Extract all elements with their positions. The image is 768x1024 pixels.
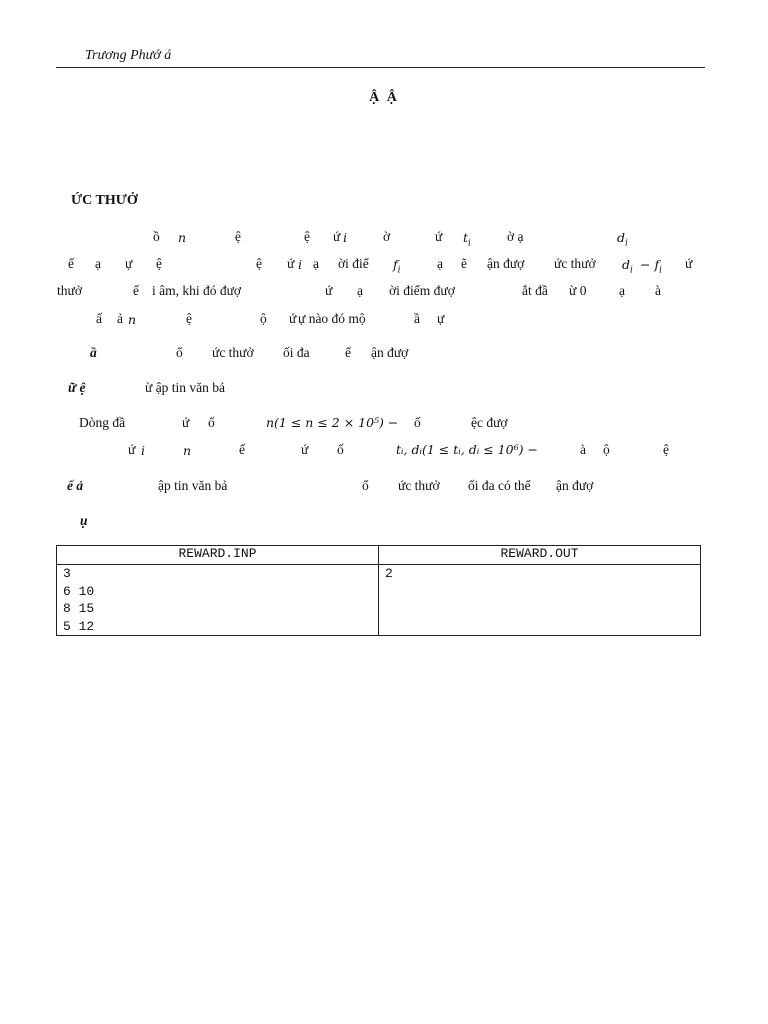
text-fragment: ố (208, 415, 215, 430)
text-fragment: ừ 0 (569, 283, 587, 298)
page-header-author: Trương Phướ á (85, 48, 172, 63)
text-fragment: ố (414, 415, 421, 430)
sample-input-line: 8 15 (63, 601, 95, 616)
text-fragment: ận đượ (487, 256, 525, 271)
sample-io-table (56, 545, 701, 636)
text-fragment: ứ (435, 229, 443, 244)
sample-output-line: 2 (385, 566, 393, 581)
text-fragment: Dòng đầ (79, 415, 126, 430)
text-fragment: ờ ạ (507, 229, 524, 244)
text-fragment: ế (239, 442, 245, 457)
text-fragment: ức thưở (212, 345, 254, 360)
text-fragment: ờ (383, 229, 391, 244)
text-fragment: ứ (128, 442, 136, 457)
input-file-header: REWARD.INP (57, 546, 379, 565)
text-fragment: i âm, khi đó đượ (152, 283, 242, 298)
text-fragment: thưở (57, 283, 82, 298)
text-fragment: ạ (95, 256, 101, 271)
text-fragment: ầ (414, 311, 420, 326)
math-td-constraint: tᵢ, dᵢ(1 ≤ tᵢ, dᵢ ≤ 10⁶) − (396, 442, 538, 457)
text-fragment: ạ (313, 256, 319, 271)
text-fragment: ệ (186, 311, 192, 326)
text-fragment: ứ (333, 229, 341, 244)
text-fragment: ứ (301, 442, 309, 457)
input-description: ừ ập tin văn bả (145, 380, 226, 395)
example-label: ụ (80, 513, 88, 528)
text-fragment: ức thưở (398, 478, 440, 493)
text-fragment: ệc đượ (471, 415, 508, 430)
problem-heading: ỨC THƯỞ (71, 193, 138, 208)
text-fragment: ể (345, 345, 351, 360)
math-n: n (178, 230, 187, 245)
math-minus-f-i: − $f_i$ (640, 257, 662, 276)
math-t-i: $t_i$ (463, 230, 471, 249)
text-fragment: ời điể (338, 256, 369, 271)
task-label: ầ (90, 345, 97, 360)
text-fragment: ứ (685, 256, 693, 271)
text-fragment: à (580, 442, 586, 457)
math-i: i (298, 257, 302, 272)
output-file-header: REWARD.OUT (379, 546, 701, 565)
text-fragment: ự (125, 256, 133, 271)
math-d-i: $d_i$ (617, 230, 628, 249)
text-fragment: ự nào đó mộ (298, 311, 366, 326)
header-divider (56, 67, 705, 68)
text-fragment: ệ (156, 256, 162, 271)
text-fragment: ối đa có thể (468, 478, 531, 493)
text-fragment: ố (337, 442, 344, 457)
text-fragment: ổ (176, 345, 183, 360)
text-fragment: ứ (182, 415, 190, 430)
text-fragment: ận đượ (556, 478, 594, 493)
text-fragment: ức thưở (554, 256, 596, 271)
math-f-i: $f_i$ (393, 257, 401, 276)
math-n: n (128, 312, 137, 327)
math-d-i: $d_i$ (622, 257, 633, 276)
text-fragment: ẽ (461, 256, 467, 271)
math-n: n (183, 443, 192, 458)
text-fragment: ứ (289, 311, 297, 326)
text-fragment: ệ (235, 229, 241, 244)
text-fragment: ể (133, 283, 139, 298)
math-i: i (141, 443, 145, 458)
text-fragment: ệ (304, 229, 310, 244)
sample-input-line: 3 (63, 566, 71, 581)
document-title: Ậ Ậ (369, 90, 399, 105)
text-fragment: ồ (153, 229, 160, 244)
math-i: i (343, 230, 347, 245)
text-fragment: ộ (603, 442, 610, 457)
text-fragment: ứ (325, 283, 333, 298)
text-fragment: ạ (619, 283, 625, 298)
text-fragment: ả (117, 311, 123, 326)
text-fragment: ập tin văn bả (158, 478, 228, 493)
sample-input-line: 5 12 (63, 618, 95, 634)
sample-input-line: 6 10 (63, 583, 95, 599)
sample-output-cell (379, 565, 701, 636)
text-fragment: ộ (260, 311, 267, 326)
text-fragment: ấ (96, 311, 102, 326)
text-fragment: ứ (287, 256, 295, 271)
text-fragment: ạ (357, 283, 363, 298)
text-fragment: ệ (256, 256, 262, 271)
text-fragment: ổ (362, 478, 369, 493)
text-fragment: ạ (437, 256, 443, 271)
text-fragment: à (655, 283, 661, 298)
text-fragment: ệ (663, 442, 669, 457)
text-fragment: ự (437, 311, 445, 326)
text-fragment: ận đượ (371, 345, 409, 360)
sample-input-cell (57, 565, 379, 636)
text-fragment: ắt đầ (522, 283, 548, 298)
math-n-constraint: n(1 ≤ n ≤ 2 × 10⁵) − (266, 415, 399, 430)
text-fragment: ế (68, 256, 74, 271)
text-fragment: ời điểm đượ (389, 283, 455, 298)
text-fragment: ối đa (283, 345, 310, 360)
input-label: ữ ệ (68, 380, 86, 395)
output-label: ế ả (67, 478, 84, 493)
